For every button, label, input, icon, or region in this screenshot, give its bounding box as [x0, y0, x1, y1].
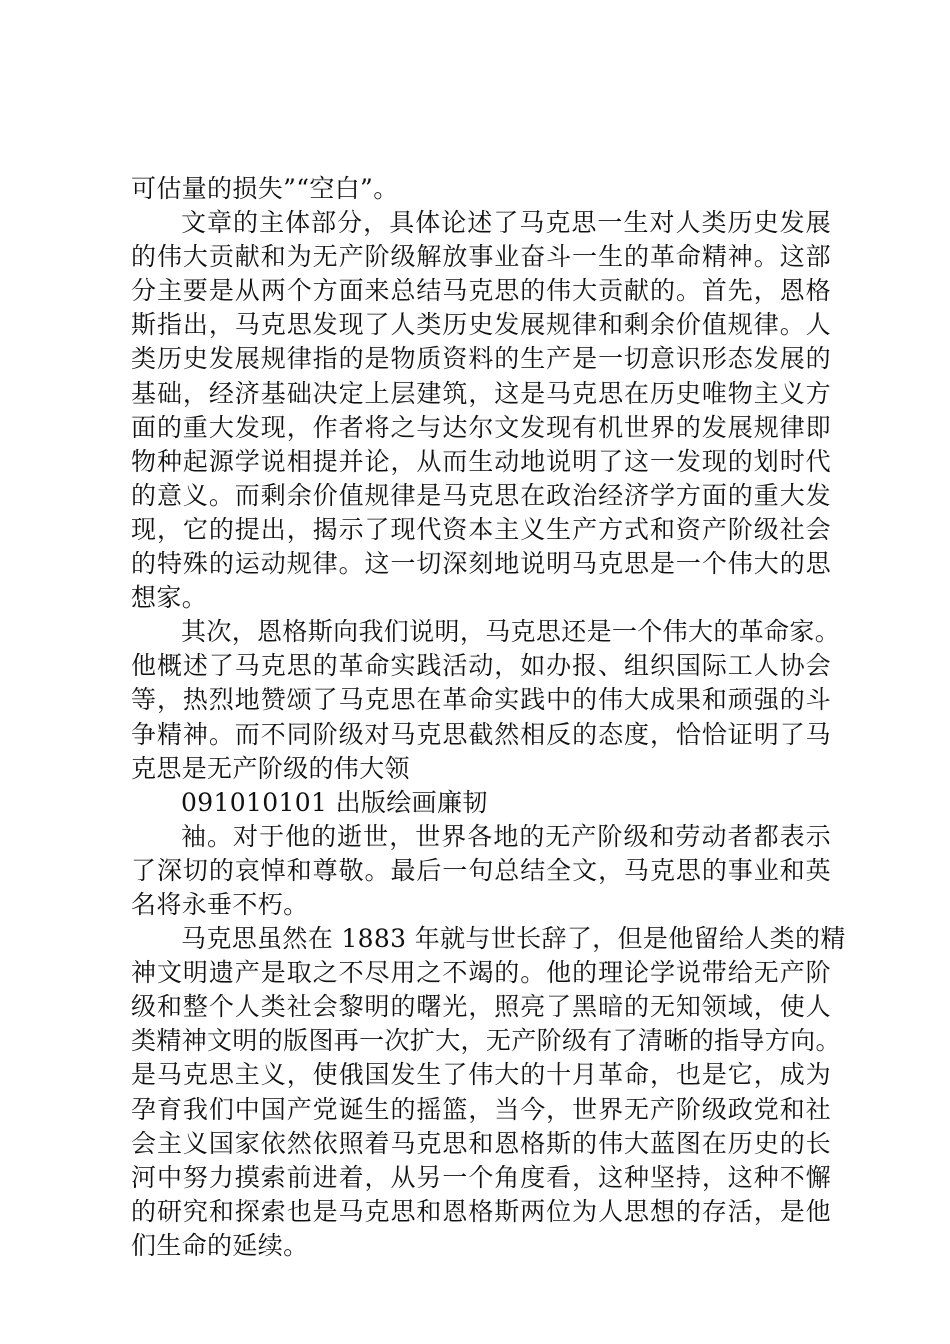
paragraph-first-line: 马克思虽然在 1883 年就与世长辞了，但是他留给人类的精: [181, 924, 846, 954]
text-line: 分主要是从两个方面来总结马克思的伟大贡献的。首先，恩格: [131, 276, 831, 306]
text-line: 基础，经济基础决定上层建筑，这是马克思在历史唯物主义方: [131, 378, 831, 408]
text-line: 神文明遗产是取之不尽用之不竭的。他的理论学说带给无产阶: [131, 958, 831, 988]
text-line: 等，热烈地赞颂了马克思在革命实践中的伟大成果和顽强的斗: [131, 685, 831, 715]
text-line: 类历史发展规律指的是物质资料的生产是一切意识形态发展的: [131, 344, 831, 374]
text-line: 名将永垂不朽。: [131, 889, 309, 919]
paragraph-first-line: 袖。对于他的逝世，世界各地的无产阶级和劳动者都表示: [181, 821, 831, 851]
text-line: 会主义国家依然依照着马克思和恩格斯的伟大蓝图在历史的长: [131, 1128, 831, 1158]
text-line: 面的重大发现，作者将之与达尔文发现有机世界的发展规律即: [131, 412, 831, 442]
text-line: 的伟大贡献和为无产阶级解放事业奋斗一生的革命精神。这部: [131, 242, 831, 272]
text-line: 们生命的延续。: [131, 1230, 309, 1260]
text-line: 斯指出，马克思发现了人类历史发展规律和剩余价值规律。人: [131, 310, 831, 340]
text-line: 他概述了马克思的革命实践活动，如办报、组织国际工人协会: [131, 651, 831, 681]
text-line: 克思是无产阶级的伟大领: [131, 753, 410, 783]
text-line: 类精神文明的版图再一次扩大，无产阶级有了清晰的指导方向。: [131, 1026, 841, 1056]
text-line: 的意义。而剩余价值规律是马克思在政治经济学方面的重大发: [131, 480, 831, 510]
text-line: 的研究和探索也是马克思和恩格斯两位为人思想的存活，是他: [131, 1196, 831, 1226]
text-line: 的特殊的运动规律。这一切深刻地说明马克思是一个伟大的思: [131, 549, 831, 579]
text-line: 想家。: [131, 583, 208, 613]
text-line: 可估量的损失”“空白”。: [131, 174, 399, 203]
text-line: 争精神。而不同阶级对马克思截然相反的态度，恰恰证明了马: [131, 719, 831, 749]
text-line: 河中努力摸索前进着，从另一个角度看，这种坚持，这种不懈: [131, 1162, 831, 1192]
paragraph-first-line: 文章的主体部分，具体论述了马克思一生对人类历史发展: [181, 208, 831, 238]
text-line: 现，它的提出，揭示了现代资本主义生产方式和资产阶级社会: [131, 514, 831, 544]
text-line: 物种起源学说相提并论，从而生动地说明了这一发现的划时代: [131, 446, 831, 476]
text-line: 孕育我们中国产党诞生的摇篮，当今，世界无产阶级政党和社: [131, 1094, 831, 1124]
paragraph-first-line: 其次，恩格斯向我们说明，马克思还是一个伟大的革命家。: [181, 617, 841, 647]
code-line: 091010101 出版绘画廉韧: [181, 787, 488, 817]
text-line: 了深切的哀悼和尊敬。最后一句总结全文，马克思的事业和英: [131, 855, 831, 885]
text-line: 是马克思主义，使俄国发生了伟大的十月革命，也是它，成为: [131, 1060, 831, 1090]
body-text: [131, 172, 846, 1263]
text-line: 级和整个人类社会黎明的曙光，照亮了黑暗的无知领域，使人: [131, 992, 831, 1022]
